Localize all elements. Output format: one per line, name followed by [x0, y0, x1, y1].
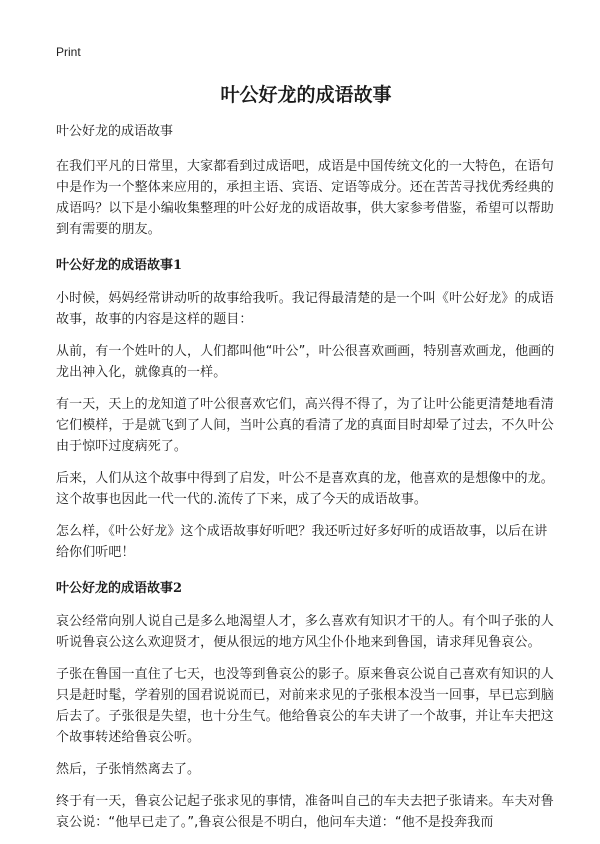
paragraph: 哀公经常向别人说自己是多么地渴望人才，多么喜欢有知识才干的人。有个叫子张的人听说鲁哀公这么欢迎贤才，便从很远的地方风尘仆仆地来到鲁国，请求拜见鲁哀公。 — [56, 614, 554, 650]
paragraph: 从前，有一个姓叶的人，人们都叫他“叶公”，叶公很喜欢画画，特别喜欢画龙，他画的龙出神入化，就像真的一样。 — [56, 344, 555, 380]
paragraph: 小时候，妈妈经常讲动听的故事给我听。我记得最清楚的是一个叫《叶公好龙》的成语故事，故事的内容是这样的题目： — [56, 291, 554, 327]
article-subtitle: 叶公好龙的成语故事 — [56, 124, 174, 139]
print-link[interactable]: Print — [56, 45, 81, 59]
paragraph: 有一天，天上的龙知道了叶公很喜欢它们，高兴得不得了，为了让叶公能更清楚地看清它们模样，于是就飞到了人间，当叶公真的看清了龙的真面目时却晕了过去，不久叶公由于惊吓过度病死了。 — [56, 397, 554, 454]
intro-paragraph: 在我们平凡的日常里，大家都看到过成语吧，成语是中国传统文化的一大特色，在语句中是作为一个整体来应用的，承担主语、宾语、定语等成分。还在苦苦寻找优秀经典的成语吗？以下是小编收集整理的叶公好龙的成语故事，供大家参考借鉴，希望可以帮助到有需要的朋友。 — [56, 159, 554, 237]
section-heading-1: 叶公好龙的成语故事1 — [56, 258, 183, 273]
document-page — [56, 44, 556, 844]
page-title: 叶公好龙的成语故事 — [220, 84, 392, 106]
paragraph: 子张在鲁国一直住了七天，也没等到鲁哀公的影子。原来鲁哀公说自己喜欢有知识的人只是赶时髦，学着别的国君说说而已，对前来求见的子张根本没当一回事，早已忘到脑后去了。子张很是失望，也十分生气。他给鲁哀公的车夫讲了一个故事，并让车夫把这个故事转述给鲁哀公听。 — [56, 667, 554, 745]
paragraph: 怎么样，《叶公好龙》这个成语故事好听吧？我还听过好多好听的成语故事，以后在讲给你们听吧！ — [56, 524, 548, 560]
paragraph: 然后，子张悄然离去了。 — [56, 762, 201, 777]
paragraph: 后来，人们从这个故事中得到了启发，叶公不是喜欢真的龙，他喜欢的是想像中的龙。这个故事也因此一代一代的.流传了下来，成了今天的成语故事。 — [56, 471, 554, 507]
section-heading-2: 叶公好龙的成语故事2 — [56, 581, 183, 596]
paragraph: 终于有一天，鲁哀公记起子张求见的事情，准备叫自己的车夫去把子张请来。车夫对鲁哀公说：“他早已走了。”,鲁哀公很是不明白，他问车夫道：“他不是投奔我而 — [56, 794, 554, 830]
